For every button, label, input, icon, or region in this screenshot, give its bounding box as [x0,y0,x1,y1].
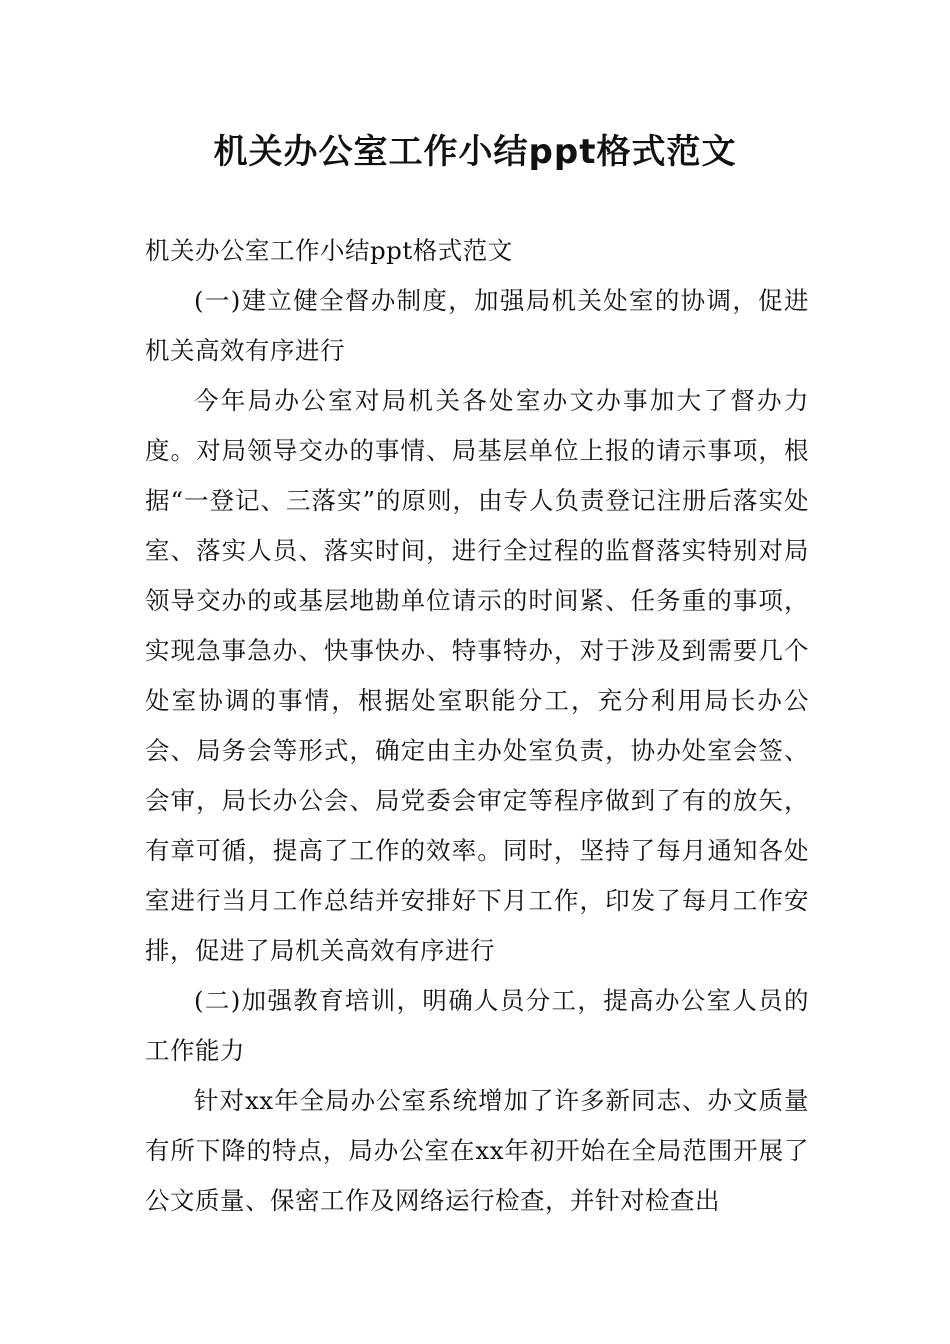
paragraph-section-2-body: 针对xx年全局办公室系统增加了许多新同志、办文质量有所下降的特点，局办公室在xx年初开始在全局范围开展了公文质量、保密工作及网络运行检查，并针对检查出 [145,1086,809,1215]
paragraph-section-1-body: 今年局办公室对局机关各处室办文办事加大了督办力度。对局领导交办的事情、局基层单位上报的请示事项，根据“一登记、三落实”的原则，由专人负责登记注册后落实处室、落实人员、落实时间，进行全过程的监督落实特别对局领导交办的或基层地勘单位请示的时间紧、任务重的事项，实现急事急办、快事快办、特事特办，对于涉及到需要几个处室协调的事情，根据处室职能分工，充分利用局长办公会、局务会等形式，确定由主办处室负责，协办处室会签、会审，局长办公会、局党委会审定等程序做到了有的放矢，有章可循，提高了工作的效率。同时，坚持了每月通知各处室进行当月工作总结并安排好下月工作，印发了每月工作安排，促进了局机关高效有序进行 [145,386,809,965]
paragraph-section-2-heading: (二)加强教育培训，明确人员分工，提高办公室人员的工作能力 [145,986,809,1065]
paragraph-heading: 机关办公室工作小结ppt格式范文 [145,236,513,265]
document-body [145,226,809,1226]
document-title: 机关办公室工作小结ppt格式范文 [213,132,737,172]
paragraph-section-1-heading: (一)建立健全督办制度，加强局机关处室的协调，促进机关高效有序进行 [145,286,809,365]
